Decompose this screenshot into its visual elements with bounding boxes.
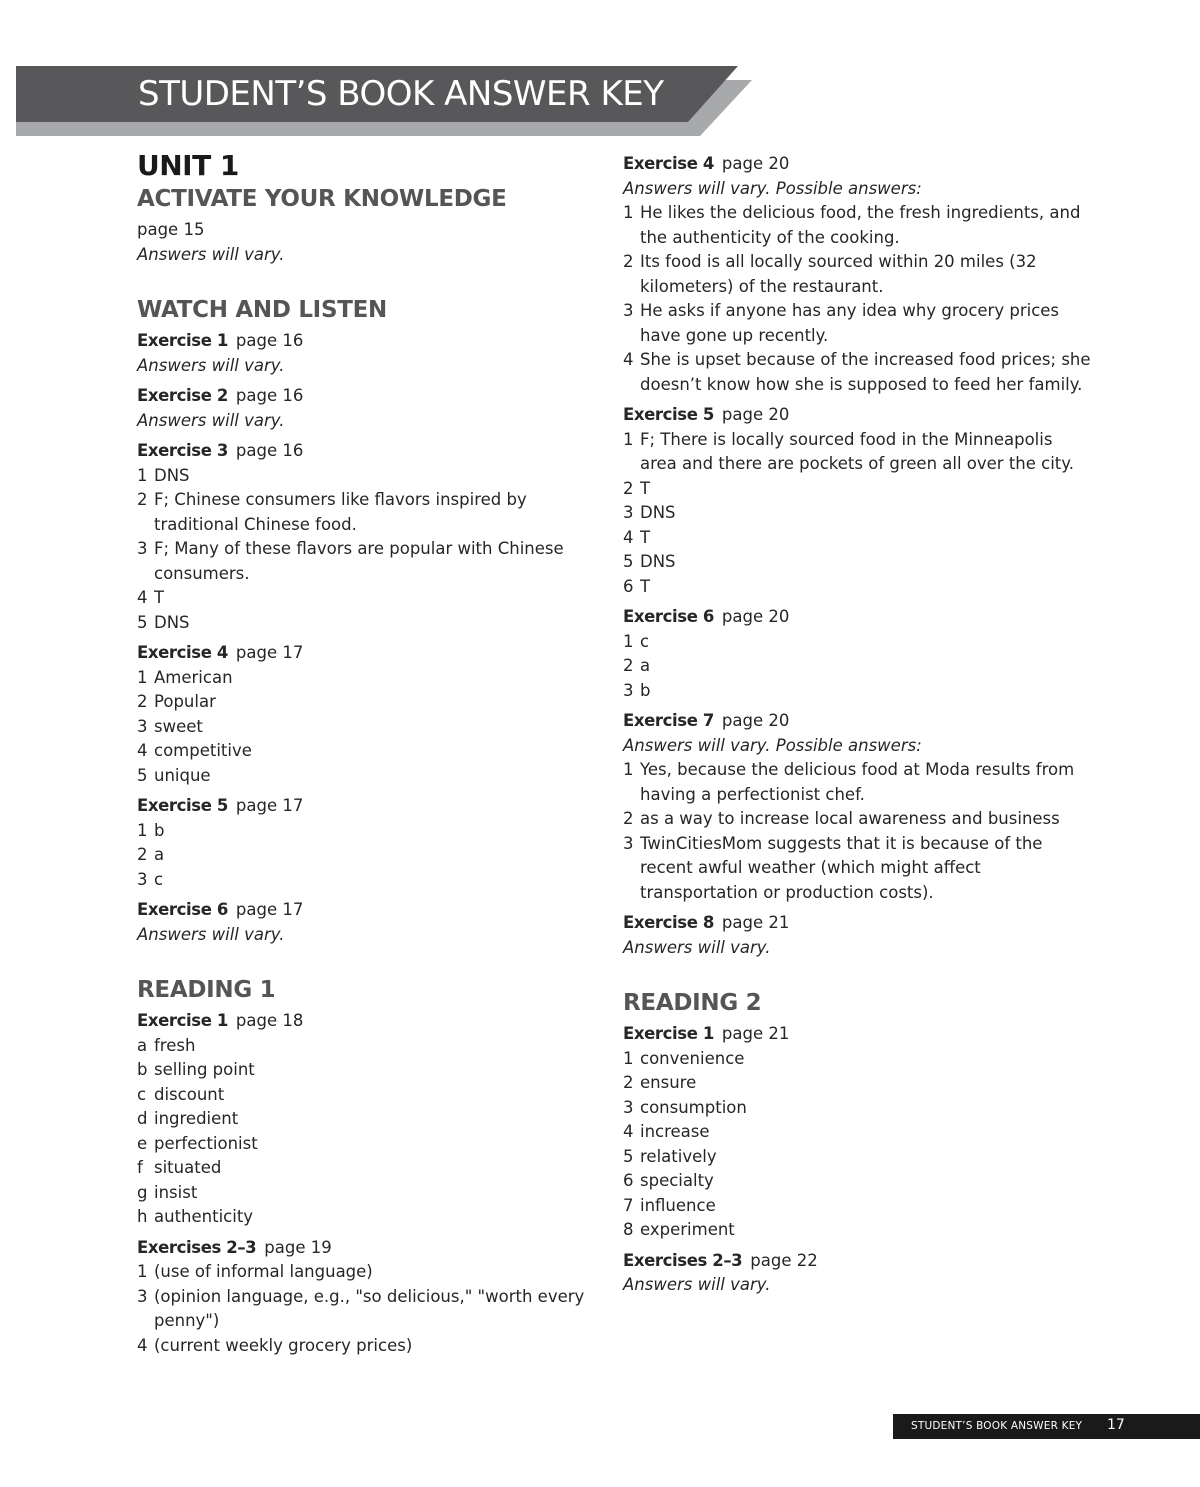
answer-number: 8 — [623, 1220, 634, 1239]
unit-title: UNIT 1 — [137, 149, 239, 182]
answer-text: F; Chinese consumers like flavors inspired by traditional Chinese food. — [154, 490, 527, 534]
exercise-heading — [137, 218, 602, 243]
answers-note: Answers will vary. — [137, 410, 285, 430]
answer-text: (use of informal language) — [154, 1262, 373, 1281]
answers-note: Answers will vary. — [623, 1275, 771, 1294]
answer-item — [137, 1083, 602, 1108]
answer-number: f — [137, 1158, 143, 1177]
answers-note: Answers will vary. — [137, 924, 285, 944]
exercise-page-ref: page 22 — [750, 1250, 818, 1270]
answer-text: DNS — [640, 552, 676, 571]
exercise-label: Exercise 7 — [623, 711, 714, 730]
answer-item — [623, 1145, 1093, 1170]
answer-number: e — [137, 1133, 148, 1153]
answer-item — [623, 501, 1093, 526]
exercise-block — [137, 794, 602, 892]
exercise-page-ref: page 16 — [235, 331, 304, 350]
answer-item — [137, 739, 602, 764]
answer-item — [137, 764, 602, 789]
answer-item — [623, 250, 1093, 299]
exercise-page-ref: page 16 — [235, 386, 304, 405]
answer-number: a — [137, 1035, 148, 1055]
answer-number: 2 — [623, 252, 634, 271]
exercise-label: Exercise 4 — [623, 154, 714, 173]
answer-item — [623, 1218, 1093, 1243]
exercise-heading — [137, 329, 602, 354]
answer-text: influence — [640, 1195, 716, 1215]
exercise-page-ref: page 20 — [721, 607, 790, 626]
answer-section — [137, 975, 602, 1358]
answer-text: T — [640, 527, 651, 547]
answer-number: g — [137, 1182, 148, 1202]
answer-text: unique — [154, 765, 211, 785]
answer-item — [623, 428, 1093, 477]
answer-number: 1 — [623, 631, 634, 651]
exercise-heading — [137, 439, 602, 464]
answer-number: 3 — [623, 680, 634, 700]
answer-number: 3 — [623, 1097, 634, 1117]
answer-item — [137, 1181, 602, 1206]
answer-item — [623, 630, 1093, 655]
answer-text: c — [154, 869, 164, 889]
exercise-page-ref: page 17 — [235, 796, 304, 815]
answer-text: Popular — [154, 692, 216, 711]
answer-number: 4 — [137, 741, 148, 760]
exercise-heading — [623, 605, 1093, 630]
exercise-block — [137, 898, 602, 947]
exercise-page-ref: page 20 — [721, 154, 790, 173]
answer-item — [137, 1107, 602, 1132]
answer-text: situated — [154, 1158, 222, 1177]
answer-number: 1 — [137, 465, 148, 485]
answer-item — [137, 666, 602, 691]
answer-item — [623, 348, 1093, 397]
exercise-block — [623, 605, 1093, 703]
answer-text: a — [640, 656, 651, 675]
exercise-block — [137, 641, 602, 788]
page-header-title: STUDENT’S BOOK ANSWER KEY — [138, 74, 664, 114]
answer-item — [623, 807, 1093, 832]
answer-text: F; Many of these flavors are popular with Chinese consumers. — [154, 539, 564, 583]
answer-text: increase — [640, 1122, 710, 1141]
answer-section — [137, 184, 602, 267]
answer-number: 2 — [137, 490, 148, 509]
answers-note: Answers will vary. — [137, 244, 285, 264]
answer-text: DNS — [154, 465, 190, 485]
answer-item — [137, 464, 602, 489]
answer-number: 1 — [623, 203, 634, 222]
answer-item — [137, 819, 602, 844]
answer-text: ensure — [640, 1073, 697, 1092]
answer-text: She is upset because of the increased food prices; she doesn’t know how she is supposed to feed her family. — [640, 350, 1091, 394]
answer-number: 3 — [623, 833, 634, 853]
answer-number: 2 — [137, 692, 148, 711]
exercise-block — [623, 1249, 1093, 1298]
exercise-page-ref: page 20 — [721, 711, 790, 730]
answer-number: 5 — [137, 612, 148, 632]
exercise-page-ref: page 19 — [264, 1237, 332, 1257]
answer-item — [137, 586, 602, 611]
answer-text: (opinion language, e.g., "so delicious," "worth every penny") — [154, 1286, 585, 1330]
answer-text: perfectionist — [154, 1133, 258, 1153]
answer-number: 2 — [623, 809, 634, 828]
exercise-heading — [137, 384, 602, 409]
answers-note: Answers will vary. — [137, 355, 285, 375]
exercise-block — [137, 439, 602, 635]
answer-text: b — [154, 820, 165, 840]
answer-item — [623, 654, 1093, 679]
answer-item — [623, 679, 1093, 704]
answer-text: DNS — [154, 612, 190, 632]
exercise-label: Exercise 6 — [623, 607, 714, 626]
answer-text: sweet — [154, 716, 203, 736]
answer-item — [137, 1205, 602, 1230]
answer-text: b — [640, 680, 651, 700]
answer-item — [137, 1132, 602, 1157]
answer-section — [137, 295, 602, 947]
answers-note: Answers will vary. Possible answers: — [623, 178, 922, 198]
exercise-label: Exercise 6 — [137, 900, 228, 919]
answer-item — [623, 526, 1093, 551]
answer-text: Yes, because the delicious food at Moda results from having a perfectionist chef. — [640, 760, 1075, 804]
answer-text: T — [154, 588, 165, 607]
answer-number: 5 — [623, 552, 634, 571]
answer-item — [623, 477, 1093, 502]
answer-item — [623, 1096, 1093, 1121]
answer-item — [623, 1071, 1093, 1096]
exercise-heading — [137, 1236, 602, 1261]
exercise-page-ref: page 18 — [235, 1011, 304, 1030]
answer-text: authenticity — [154, 1207, 254, 1226]
exercise-page-ref: page 16 — [235, 441, 304, 460]
exercise-page-ref: page 21 — [721, 913, 790, 932]
exercise-label: Exercise 1 — [137, 331, 228, 350]
answer-item — [137, 537, 602, 586]
answer-text: relatively — [640, 1146, 717, 1166]
answer-text: Its food is all locally sourced within 20 miles (32 kilometers) of the restaurant. — [640, 252, 1037, 296]
answer-text: He asks if anyone has any idea why grocery prices have gone up recently. — [640, 301, 1060, 345]
answer-item — [623, 550, 1093, 575]
answer-number: 4 — [137, 1335, 148, 1355]
answer-item — [623, 832, 1093, 906]
exercise-heading — [137, 898, 602, 923]
exercise-block — [623, 152, 1093, 397]
exercise-page-ref: page 17 — [235, 643, 304, 662]
answer-number: b — [137, 1060, 148, 1079]
answer-text: fresh — [154, 1035, 196, 1055]
answer-item — [137, 1260, 602, 1285]
answer-number: 6 — [623, 1171, 634, 1190]
exercise-heading — [137, 641, 602, 666]
answer-text: ingredient — [154, 1109, 239, 1128]
answer-text: experiment — [640, 1220, 735, 1239]
exercise-heading — [137, 1009, 602, 1034]
exercise-block — [137, 329, 602, 378]
answer-item — [137, 488, 602, 537]
answer-text: (current weekly grocery prices) — [154, 1335, 413, 1355]
answer-number: 3 — [137, 1286, 148, 1306]
answer-item — [137, 611, 602, 636]
answer-number: 6 — [623, 576, 634, 596]
answer-number: 4 — [137, 588, 148, 607]
answer-text: consumption — [640, 1097, 747, 1117]
answer-text: convenience — [640, 1048, 745, 1068]
exercise-block — [623, 403, 1093, 599]
answer-text: insist — [154, 1182, 198, 1202]
exercise-block — [623, 911, 1093, 960]
exercise-heading — [623, 1022, 1093, 1047]
section-title: READING 2 — [623, 990, 762, 1016]
answer-number: 4 — [623, 350, 634, 369]
exercise-block — [137, 218, 602, 267]
exercise-block — [623, 1022, 1093, 1243]
exercise-heading — [137, 794, 602, 819]
answer-number: 1 — [623, 1048, 634, 1068]
exercise-label: Exercise 1 — [623, 1024, 714, 1043]
answer-text: a — [154, 845, 165, 864]
answers-note: Answers will vary. — [623, 937, 771, 957]
answer-text: He likes the delicious food, the fresh ingredients, and the authenticity of the cooking. — [640, 203, 1081, 247]
answer-text: as a way to increase local awareness and business — [640, 809, 1060, 828]
answer-item — [137, 1034, 602, 1059]
answer-number: 5 — [623, 1146, 634, 1166]
answer-number: 2 — [623, 1073, 634, 1092]
answer-number: 3 — [137, 716, 148, 736]
answer-number: 2 — [137, 845, 148, 864]
answer-item — [623, 1194, 1093, 1219]
answer-number: 1 — [137, 667, 148, 687]
answer-section — [623, 152, 1093, 960]
answer-item — [137, 1334, 602, 1359]
answer-number: 4 — [623, 527, 634, 547]
exercise-label: Exercise 8 — [623, 913, 714, 932]
answer-item — [137, 1156, 602, 1181]
exercise-page-ref: page 15 — [137, 220, 205, 239]
left-column — [137, 148, 602, 1358]
exercise-label: Exercise 5 — [137, 796, 228, 815]
answer-text: discount — [154, 1084, 225, 1104]
answer-text: c — [640, 631, 650, 651]
answer-section — [623, 988, 1093, 1298]
answer-item — [623, 1169, 1093, 1194]
exercise-page-ref: page 21 — [721, 1024, 790, 1043]
answer-text: American — [154, 667, 233, 687]
answer-number: 1 — [137, 820, 148, 840]
section-title: ACTIVATE YOUR KNOWLEDGE — [137, 186, 507, 212]
answer-item — [623, 1120, 1093, 1145]
answer-text: DNS — [640, 503, 676, 522]
answer-number: 2 — [623, 656, 634, 675]
answer-text: TwinCitiesMom suggests that it is because of the recent awful weather (which might affect transportation or production costs). — [640, 833, 1043, 902]
exercise-heading — [623, 911, 1093, 936]
answer-number: 2 — [623, 478, 634, 498]
exercise-block — [623, 709, 1093, 905]
answer-item — [623, 575, 1093, 600]
exercise-label: Exercise 4 — [137, 643, 228, 662]
answer-item — [623, 758, 1093, 807]
exercise-heading — [623, 709, 1093, 734]
exercise-heading — [623, 1249, 1093, 1274]
answer-number: 1 — [623, 760, 634, 779]
answer-text: T — [640, 478, 651, 498]
answer-text: specialty — [640, 1171, 714, 1190]
answer-item — [623, 1047, 1093, 1072]
exercise-block — [137, 1236, 602, 1359]
exercise-heading — [623, 403, 1093, 428]
answer-item — [137, 1058, 602, 1083]
right-column — [623, 148, 1093, 1298]
answer-number: 3 — [623, 503, 634, 522]
answer-item — [623, 201, 1093, 250]
page-footer — [893, 1414, 1200, 1439]
answers-note: Answers will vary. Possible answers: — [623, 735, 922, 755]
answer-number: h — [137, 1207, 148, 1226]
exercise-heading — [623, 152, 1093, 177]
exercise-label: Exercise 5 — [623, 405, 714, 424]
answer-number: 1 — [137, 1262, 148, 1281]
answer-number: 1 — [623, 429, 634, 449]
section-title: READING 1 — [137, 977, 276, 1003]
answer-number: 3 — [137, 869, 148, 889]
answer-number: 4 — [623, 1122, 634, 1141]
exercise-label: Exercises 2–3 — [623, 1250, 743, 1270]
answer-number: 3 — [137, 539, 148, 558]
answer-number: 3 — [623, 301, 634, 320]
exercise-label: Exercises 2–3 — [137, 1237, 257, 1257]
answer-text: selling point — [154, 1060, 255, 1079]
answer-item — [137, 868, 602, 893]
answer-item — [137, 715, 602, 740]
exercise-label: Exercise 2 — [137, 386, 228, 405]
answer-item — [623, 299, 1093, 348]
answer-number: c — [137, 1084, 147, 1104]
answer-number: 7 — [623, 1195, 634, 1215]
answer-number: d — [137, 1109, 148, 1128]
answer-text: T — [640, 576, 651, 596]
exercise-block — [137, 1009, 602, 1230]
answer-item — [137, 843, 602, 868]
page-number: 17 — [1107, 1417, 1125, 1433]
exercise-label: Exercise 1 — [137, 1011, 228, 1030]
answer-number: 5 — [137, 765, 148, 785]
exercise-page-ref: page 17 — [235, 900, 304, 919]
answer-item — [137, 690, 602, 715]
exercise-label: Exercise 3 — [137, 441, 228, 460]
exercise-block — [137, 384, 602, 433]
answer-item — [137, 1285, 602, 1334]
exercise-page-ref: page 20 — [721, 405, 790, 424]
answer-text: competitive — [154, 741, 252, 760]
footer-label: STUDENT’S BOOK ANSWER KEY — [911, 1420, 1083, 1432]
answer-text: F; There is locally sourced food in the Minneapolis area and there are pockets of green all over the city. — [640, 429, 1074, 473]
section-title: WATCH AND LISTEN — [137, 297, 387, 323]
